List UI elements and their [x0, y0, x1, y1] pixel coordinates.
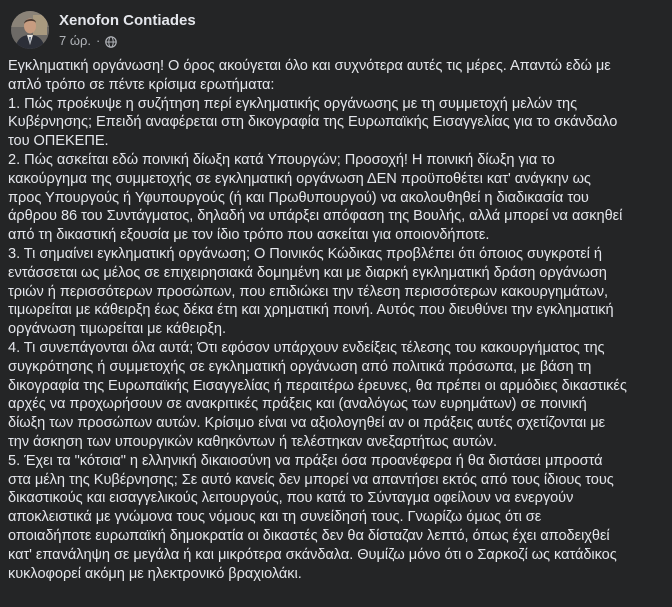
profile-photo	[11, 11, 49, 49]
post-text-line: κατ' επανάληψη σε μεγάλα ή και μικρότερα σκάνδαλα. Θυμίζω μόνο ότι ο Σαρκοζί ως κατάδικος	[8, 546, 617, 563]
post-text-line: οργάνωση τιμωρείται με κάθειρξη.	[8, 321, 226, 338]
separator-dot: ·	[96, 33, 101, 48]
post-text-line: αποκλειστικά με γνώμονα τους νόμους και τη συνείδησή τους. Γνωρίζω όμως ότι σε	[8, 509, 542, 526]
post-text-line: από τη δικαστική εξουσία με τον ίδιο τρόπο που ασκείται για οποιονδήποτε.	[8, 227, 490, 244]
post-text-line: απλό τρόπο σε πέντε κρίσιμα ερωτήματα:	[8, 76, 275, 93]
author-name[interactable]: Xenofon Contiades	[59, 12, 196, 29]
post-text-line: κυκλοφορεί ακόμη με ηλεκτρονικό βραχιολάκι.	[8, 565, 302, 582]
post-text-line: την άσκηση των υπουργικών καθηκόντων ή τελέστηκαν ανεξαρτήτως αυτών.	[8, 433, 498, 450]
post-text-line: συγκρότησης ή συμμετοχής σε εγκληματική οργάνωση από πολιτικά πρόσωπα, με βάση τη	[8, 358, 592, 375]
globe-icon[interactable]	[105, 35, 117, 47]
post-text-line: του ΟΠΕΚΕΠΕ.	[8, 133, 109, 150]
post-text-line: άρθρου 86 του Συντάγματος, δηλαδή να υπάρξει απόφαση της Βουλής, αλλά μπορεί να ασκηθεί	[8, 208, 623, 225]
post-text-line: οποιαδήποτε ευρωπαϊκή δημοκρατία οι δικαστές δεν θα δίσταζαν λεπτό, όπως έχει αποδειχθεί	[8, 527, 610, 544]
post-text-line: αρχές να προχωρήσουν σε ανακριτικές πράξεις και (αναλόγως των ευρημάτων) σε ποινική	[8, 396, 587, 413]
post-text-line: στα μέλη της Κυβέρνησης; Σε αυτό κανείς δεν μπορεί να απαντήσει εκτός από τους ίδιους τους	[8, 471, 614, 488]
post-text-line: 2. Πώς ασκείται εδώ ποινική δίωξη κατά Υπουργών; Προσοχή! Η ποινική δίωξη για το	[8, 151, 555, 168]
post-text-line: κακούργημα της συμμετοχής σε εγκληματική οργάνωση ΔΕΝ προϋποθέτει κατ' ανάγκην ως	[8, 170, 591, 187]
post-text-line: 4. Τι συνεπάγονται όλα αυτά; Ότι εφόσον υπάρχουν ενδείξεις τέλεσης του κακουργήματος της	[8, 339, 605, 356]
post-timestamp[interactable]: 7 ώρ.	[59, 33, 91, 48]
post-text-line: δικογραφία της Ευρωπαϊκής Εισαγγελίας ή περαιτέρω έρευνες, θα πρέπει οι αρμόδιες δικαστικές	[8, 377, 627, 394]
post-text-line: δικαστικούς και εισαγγελικούς λειτουργούς, που κατά το Σύνταγμα οφείλουν να ενεργούν	[8, 490, 574, 507]
post-text-line: Κυβέρνησης; Επειδή αναφέρεται στη δικογραφία της Ευρωπαϊκής Εισαγγελίας για το σκάνδαλο	[8, 114, 618, 131]
post-meta	[59, 11, 196, 49]
post-text-line: τριών ή περισσότερων προσώπων, που επιδιώκει την τέλεση περισσότερων κακουργημάτων,	[8, 283, 608, 300]
post-text-line: Εγκληματική οργάνωση! Ο όρος ακούγεται όλο και συχνότερα αυτές τις μέρες. Απαντώ εδώ με	[8, 58, 611, 74]
post-text-line: προς Υπουργούς ή Υφυπουργούς (ή και Πρωθυπουργού) να ακολουθηθεί η διαδικασία του	[8, 189, 589, 206]
post-subline	[59, 32, 196, 49]
post-text-line: 3. Τι σημαίνει εγκληματική οργάνωση; Ο Ποινικός Κώδικας προβλέπει ότι όποιος συγκροτεί ή	[8, 245, 602, 262]
post-text-line: εντάσσεται ως μέλος σε επιχειρησιακά δομημένη και με διαρκή εγκληματική δράση οργάνωση	[8, 264, 607, 281]
post-text-line: 1. Πώς προέκυψε η συζήτηση περί εγκληματικής οργάνωσης με τη συμμετοχή μελών της	[8, 95, 578, 112]
post-text	[8, 57, 668, 583]
author-avatar[interactable]	[11, 11, 49, 49]
post-text-line: δίωξη των προσώπων αυτών. Κρίσιμο είναι να αξιολογηθεί αν οι πράξεις αυτές σχετίζονται με	[8, 415, 606, 432]
post-text-line: τιμωρείται με κάθειρξη έως δέκα έτη και χρηματική ποινή. Αυτός που διευθύνει την εγκληματική	[8, 302, 614, 319]
post-header	[11, 9, 196, 51]
post-text-line: 5. Έχει τα "κότσια" η ελληνική δικαιοσύνη να πράξει όσα προανέφερα ή θα διστάσει μπροστά	[8, 452, 603, 469]
